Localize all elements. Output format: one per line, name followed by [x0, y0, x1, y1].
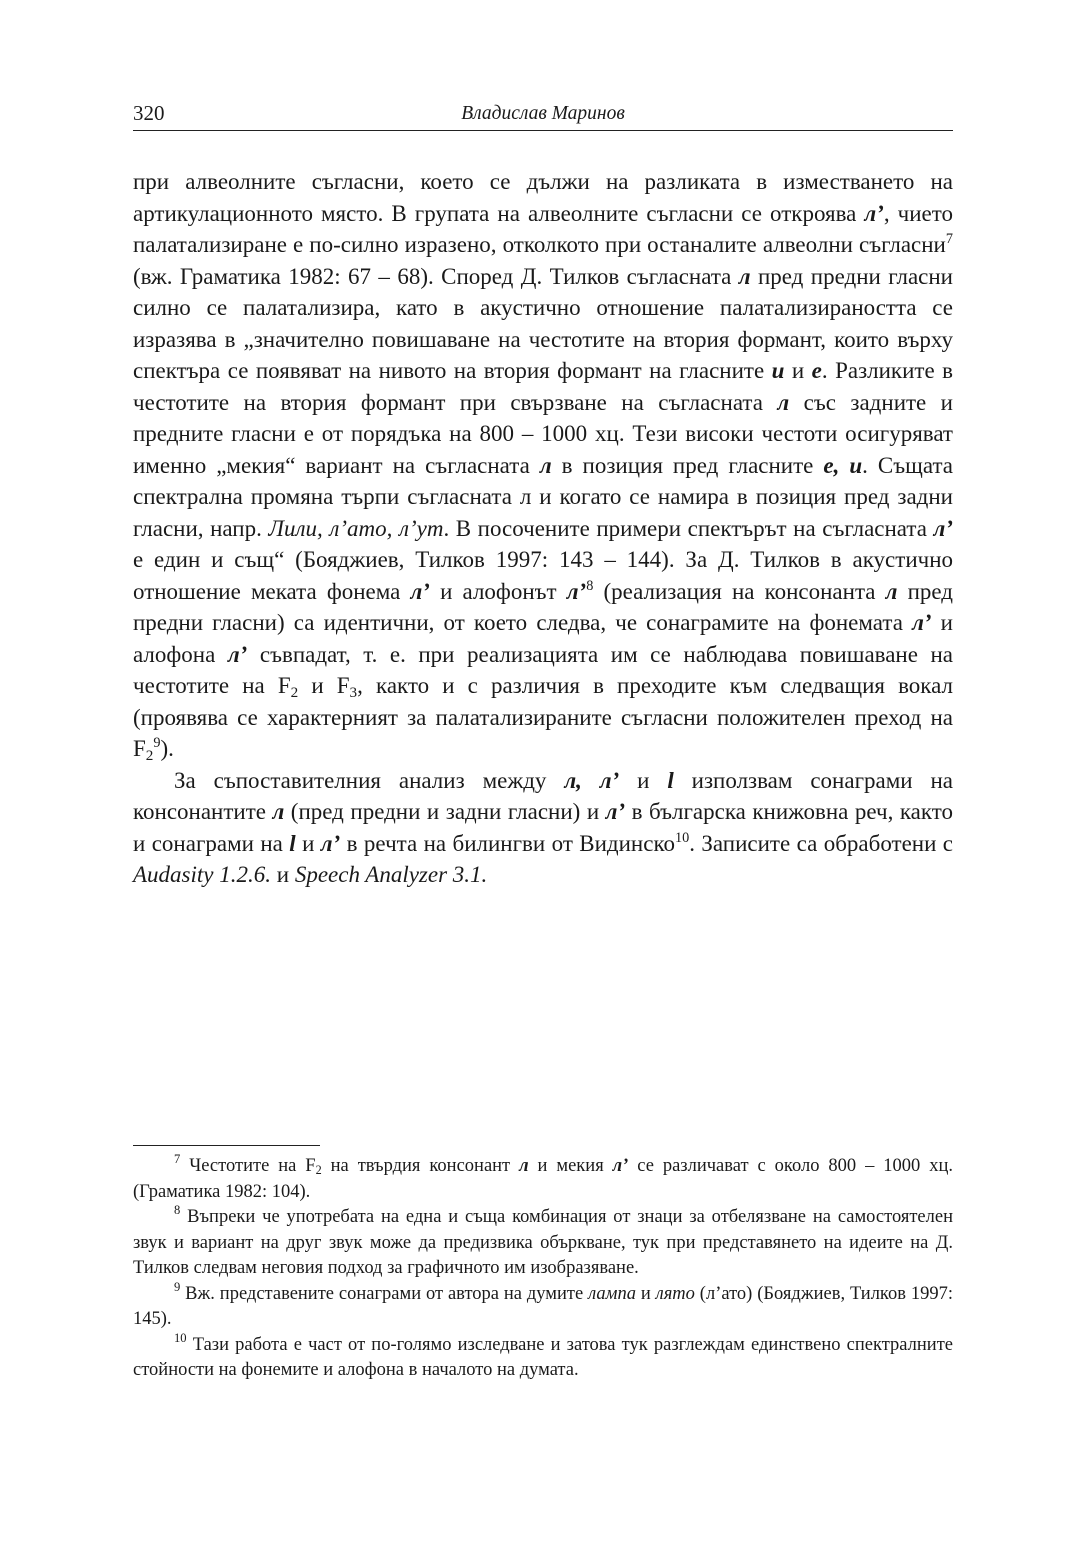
footnotes — [133, 1154, 953, 1384]
footnote-8 — [133, 1205, 953, 1282]
text-run: се различават с около 800 – 1000 хц. (Граматика 1982: 104). — [133, 1156, 954, 1202]
software-name: Speech Analyzer 3.1. — [294, 862, 488, 887]
paragraph-2 — [133, 765, 953, 891]
formant-subscript: 2 — [290, 683, 299, 701]
footnote-number: 9 — [174, 1279, 181, 1294]
text-run: на твърдия консонант — [321, 1156, 520, 1176]
formant-subscript: 2 — [315, 1163, 322, 1178]
example-words: Лили, л’ато, л’ут — [268, 515, 444, 541]
phoneme-symbol: л’ — [612, 1156, 629, 1176]
phoneme-symbol: л’ — [320, 830, 341, 856]
text-run: . Записите са обработени с — [689, 830, 954, 856]
text-run: Вж. представените сонаграми от автора на думите — [180, 1283, 589, 1304]
text-run: , както и с различия в преходите към следващия вокал (проявява се характерният за палатализираните съгласни положителен преход на F — [133, 673, 953, 761]
text-run: използвам сонаграми на консонантите — [133, 767, 954, 824]
footnote-ref-10[interactable]: 10 — [674, 829, 690, 846]
text-run: (л’ато) (Бояджиев, Тилков 1997: 145). — [133, 1283, 953, 1329]
phoneme-symbol: л — [777, 389, 790, 415]
text-run: . Същата спектрална промяна търпи съгласната л и когато се намира в позиция пред задни гласни, напр. — [133, 452, 953, 541]
text-run: (вж. Граматика 1982: 67 – 68). Според Д. Тилков съгласната — [133, 263, 739, 289]
text-run: в българска книжовна реч, както и сонаграми на — [133, 799, 953, 856]
text-run: и — [271, 862, 295, 887]
text-run: ). — [160, 736, 174, 761]
footnote-7 — [133, 1154, 953, 1205]
footnote-ref-9[interactable]: 9 — [153, 735, 161, 752]
text-run: пред предни гласни) са идентични, от което следва, че сонаграмите на фонемата — [133, 578, 953, 635]
paragraph-1 — [133, 166, 953, 765]
text-run: при алвеолните съгласни, което се дължи на разликата в изместването на артикулационното място. В групата на алвеолните съгласни се откроява — [133, 169, 953, 226]
text-run: и алофона — [133, 610, 953, 667]
phoneme-symbol: л’ — [410, 578, 430, 604]
formant-subscript: 2 — [145, 746, 154, 764]
text-run: Въпреки че употребата на една и съща комбинация от знаци за отбелязване на самостоятелен звук и вариант на друг звук може да предизвика объркване, тук при представянето на идеите на Д. Тилков следвам неговия подход за графичното им изобразяване. — [133, 1207, 953, 1278]
text-run: . Разликите в честотите на втория формант при свързване на съгласната — [133, 358, 953, 415]
text-run: и — [635, 1283, 656, 1304]
text-run: За съпоставителния анализ между — [174, 767, 565, 793]
text-run: е един и същ“ (Бояджиев, Тилков 1997: 143 – 144). За Д. Тилков в акустично отношение меката фонема — [133, 547, 953, 604]
phoneme-symbol: л — [539, 452, 552, 478]
text-run: в речта на билингви от Видинско — [340, 830, 675, 856]
software-name: Audasity 1.2.6. — [133, 862, 271, 887]
phoneme-symbol: и — [771, 358, 785, 383]
text-run: и — [784, 358, 812, 383]
phoneme-symbol: л, л’ — [564, 767, 620, 793]
phoneme-symbol: л’ — [566, 578, 587, 604]
text-run: и алофонът — [429, 578, 567, 604]
phoneme-symbol: е, и — [823, 452, 863, 478]
example-word: лято — [655, 1283, 695, 1304]
phoneme-symbol: л’ — [605, 799, 626, 824]
text-run: , чието палатализиране е по-силно изразено, отколкото при останалите алвеолни съгласни — [133, 200, 953, 257]
text-run: и мекия — [528, 1156, 613, 1176]
phoneme-symbol: л’ — [912, 610, 932, 635]
text-run: и — [295, 830, 321, 856]
running-head-author: Владислав Маринов — [461, 103, 625, 124]
text-run: съвпадат, т. е. при реализацията им се наблюдава повишаване на честотите на F — [133, 641, 953, 698]
phoneme-symbol: л — [738, 263, 751, 289]
phoneme-symbol: л — [885, 578, 898, 604]
phoneme-symbol: л’ — [227, 641, 248, 667]
phoneme-symbol: l — [667, 767, 674, 793]
text-run: пред предни гласни силно се палатализира, като в акустично отношение палатализираността се изразява в „значително повишаване на честотите на втория формант, които върху спектъра се появяват на нивото на втория формант на гласните — [133, 263, 953, 383]
text-run: Тази работа е част от по-голямо изследване и затова тук разглеждам единствено спектралните стойности на фонемите и алофона в началото на думата. — [133, 1334, 953, 1380]
text-run: (реализация на консонанта — [593, 578, 886, 604]
example-word: лампа — [588, 1283, 636, 1304]
footnote-divider — [133, 1145, 320, 1146]
footnote-number: 8 — [174, 1203, 181, 1218]
footnote-number: 10 — [174, 1330, 187, 1345]
text-run: Честотите на F — [180, 1156, 316, 1176]
footnote-10 — [133, 1330, 953, 1384]
formant-subscript: 3 — [349, 683, 358, 701]
footnote-ref-8[interactable]: 8 — [586, 577, 594, 594]
body-text — [133, 166, 953, 891]
phoneme-symbol: л’ — [933, 515, 953, 541]
text-run: (пред предни и задни гласни) и — [284, 799, 606, 824]
footnote-ref-7[interactable]: 7 — [945, 231, 953, 248]
text-run: в позиция пред гласните — [551, 452, 824, 478]
text-run: и F — [298, 673, 350, 698]
page-header — [133, 100, 953, 131]
phoneme-symbol: л’ — [864, 200, 884, 226]
page-number: 320 — [133, 101, 165, 125]
phoneme-symbol: л — [272, 799, 285, 824]
text-run: . В посочените примери спектърът на съгласната — [443, 515, 934, 541]
footnote-number: 7 — [174, 1152, 181, 1167]
text-run: и — [619, 767, 668, 793]
text-run: със задните и предните гласни е от порядъка на 800 – 1000 хц. Тези високи честоти осигуряват именно „мекия“ вариант на съгласната — [133, 389, 953, 478]
phoneme-symbol: е — [811, 358, 822, 383]
footnote-9 — [133, 1279, 953, 1333]
phoneme-symbol: l — [289, 830, 296, 856]
phoneme-symbol: л — [519, 1156, 529, 1176]
